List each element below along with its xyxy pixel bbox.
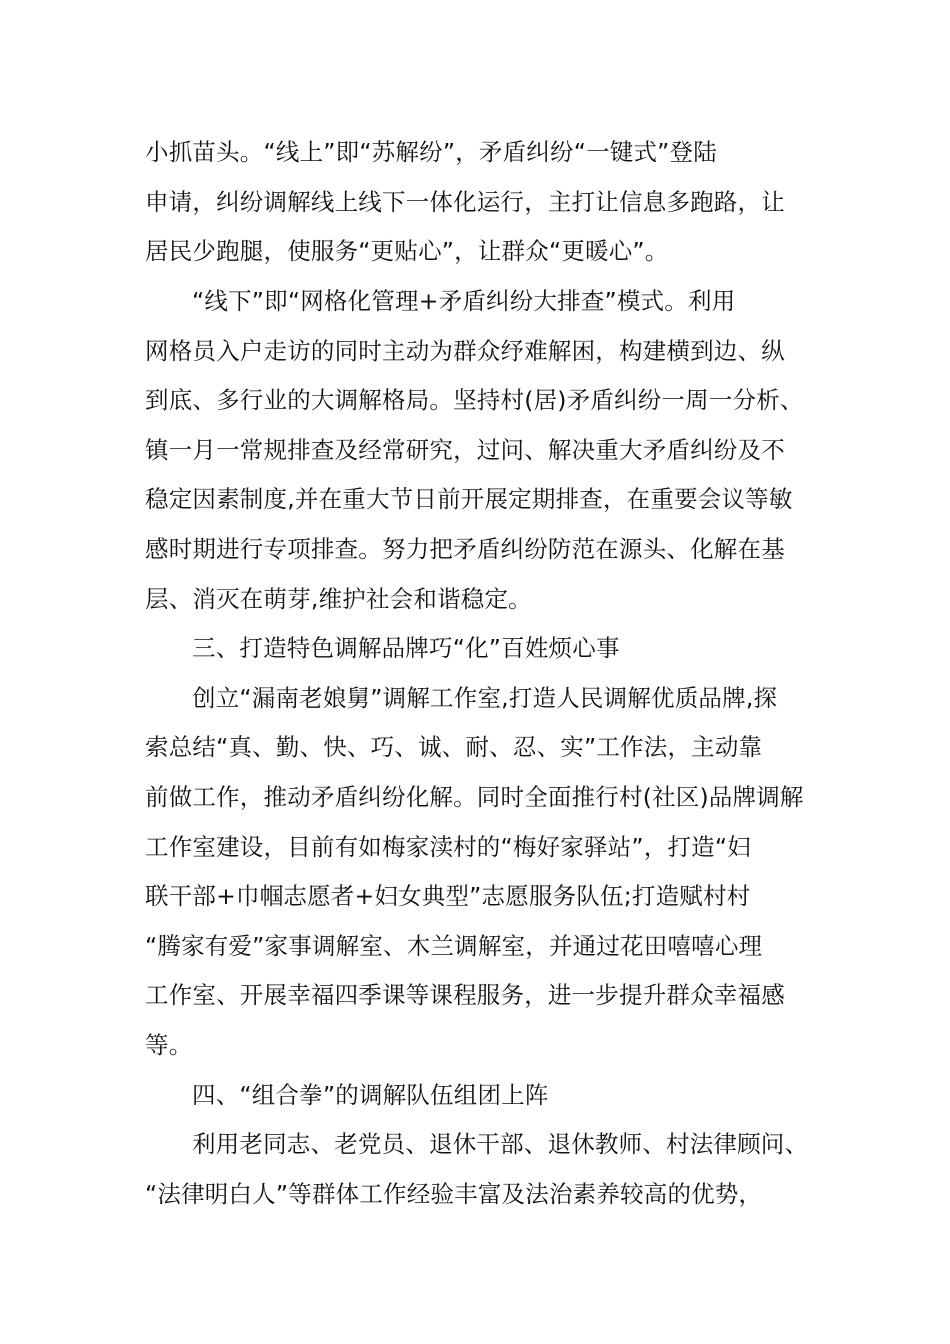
paragraph-start: 创立“漏南老娘舅”调解工作室,打造人民调解优质品牌,探 — [192, 684, 778, 712]
text-line: 索总结“真、勤、快、巧、诚、耐、忍、实”工作法，主动靠 — [145, 733, 763, 761]
text-line: 网格员入户走访的同时主动为群众纾难解困，构建横到边、纵 — [145, 337, 785, 365]
paragraph-start: “线下”即“网格化管理+矛盾纠纷大排查”模式。利用 — [192, 287, 736, 315]
text-line: 稳定因素制度,并在重大节日前开展定期排查，在重要会议等敏 — [145, 485, 793, 513]
text-line: 到底、多行业的大调解格局。坚持村(居)矛盾纠纷一周一分析、 — [145, 386, 804, 414]
text-line: 感时期进行专项排查。努力把矛盾纠纷防范在源头、化解在基 — [145, 535, 785, 563]
text-line: 等。 — [145, 1031, 193, 1059]
text-line: 工作室、开展幸福四季课等课程服务，进一步提升群众幸福感 — [145, 981, 785, 1009]
text-line: “法律明白人”等群体工作经验丰富及法治素养较高的优势， — [145, 1180, 763, 1208]
text-line: 申请，纠纷调解线上线下一体化运行，主打让信息多跑路，让 — [145, 188, 785, 216]
text-line: 联干部+巾帼志愿者+妇女典型”志愿服务队伍;打造赋村村 — [145, 882, 751, 910]
text-line: 小抓苗头。“线上”即“苏解纷”，矛盾纠纷“一键式”登陆 — [145, 138, 717, 166]
text-line: 前做工作，推动矛盾纠纷化解。同时全面推行村(社区)品牌调解 — [145, 783, 804, 811]
paragraph-start: 利用老同志、老党员、退休干部、退休教师、村法律顾问、 — [192, 1130, 809, 1158]
text-line: 工作室建设，目前有如梅家渎村的“梅好家驿站”，打造“妇 — [145, 833, 751, 861]
section-heading: 四、“组合拳”的调解队伍组团上阵 — [192, 1081, 549, 1109]
text-line: 居民少跑腿，使服务“更贴心”，让群众“更暖心”。 — [145, 237, 669, 265]
text-line: 镇一月一常规排查及经常研究，过问、解决重大矛盾纠纷及不 — [145, 436, 785, 464]
text-line: “腾家有爱”家事调解室、木兰调解室，并通过花田嘻嘻心理 — [145, 932, 763, 960]
text-line: 层、消灭在萌芽,维护社会和谐稳定。 — [145, 585, 532, 613]
section-heading: 三、打造特色调解品牌巧“化”百姓烦心事 — [192, 634, 620, 662]
